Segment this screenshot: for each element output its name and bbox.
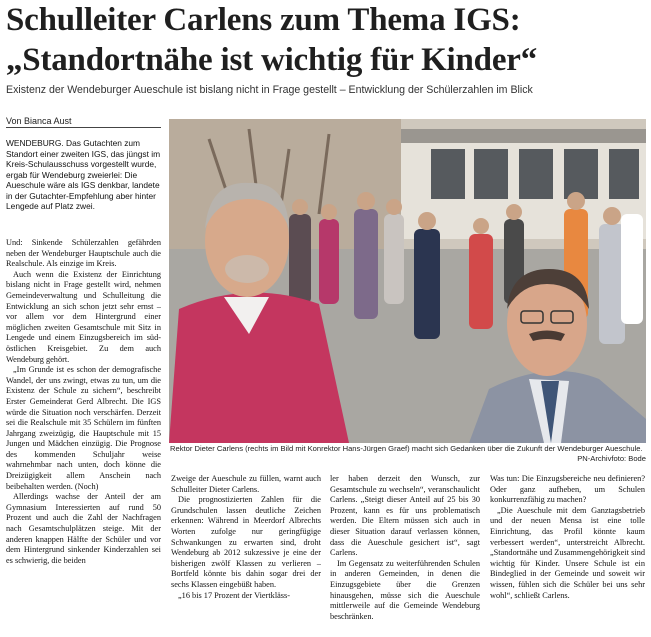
headline-line-1: Schulleiter Carlens zum Thema IGS:	[6, 2, 521, 38]
paragraph: Im Gegensatz zu weiterführenden Schulen in anderen Gemeinden, in denen die Einzugsgebiete über die Grenzen hinausgehen, müsse sich die Aueschule mittlerweile auf die Gemeinde Wendeburg beschränken.	[330, 558, 480, 621]
byline: Von Bianca Aust	[6, 116, 161, 128]
paragraph: Die prognostizierten Zahlen für die Grundschulen lassen deutliche Zeichen erkennen: Während in Meerdorf Albrechts Worten zufolge nur geringfügige Schwankungen zu erwarten sind, droht Wendeburg ab 2012 sukzessive je eine der bisherigen zwölf Klassen zu verlieren – Bortfeld könnte bis dahin sogar drei der sechs Klassen eingebüßt haben.	[171, 495, 321, 589]
lead-text: WENDEBURG. Das Gutachten zum Standort einer zweiten IGS, das jüngst im Kreis-Schulausschuss vorgestellt wurde, ergab für Wendeburg zweierlei: Die Aueschule wäre als IGS denkbar, landete in der Gutachter-Empfehlung aber hinter Lengede auf Platz zwei.	[6, 138, 161, 211]
headline-line-2: „Standortnähe ist wichtig für Kinder“	[6, 42, 538, 78]
paragraph: Was tun: Die Einzugsbereiche neu definieren? Oder ganz aufheben, um Schulen konkurrenzfähig zu machen?	[490, 474, 645, 505]
paragraph: Auch wenn die Existenz der Einrichtung bislang nicht in Frage gestellt wird, nehmen Gemeindeverwaltung und Schulleitung die Entwicklung an sich schon jetzt sehr ernst – vor allem vor dem Hintergrund einer möglichen zweiten Gesamtschule mit Sitz in Lengede und einem Einzugsbereich im süd-östlichen Kreisgebiet. Zu dem auch Wendeburg gehört.	[6, 269, 161, 364]
paragraph: Zweige der Aueschule zu füllen, warnt auch Schulleiter Dieter Carlens.	[171, 474, 321, 494]
caption-text: Rektor Dieter Carlens (rechts im Bild mit Konrektor Hans-Jürgen Graef) macht sich Gedanken über die Zukunft der Wendeburger Aueschule.	[170, 444, 643, 453]
paragraph: „16 bis 17 Prozent der Viertkläss-	[178, 590, 291, 600]
article-photo	[169, 119, 646, 443]
article-column-2	[171, 474, 321, 634]
paragraph: „Die Aueschule mit dem Ganztagsbetrieb und der neuen Mensa ist eine tolle Einrichtung, das Profil könnte kaum verbessert werden“, unterstreicht Albrecht. „Standortnähe und Zusammengehörigkeit sind wichtig für Kinder. Unsere Schule ist ein Bindeglied in der Gemeinde und soweit wir wissen, fühlen sich die Schüler bei uns sehr wohl“, schließt Carlens.	[490, 505, 645, 600]
paragraph: Allerdings wachse der Anteil der am Gymnasium Interessierten auf rund 50 Prozent und auch die Zahl der Nachfragen nach Gesamtschulplätzen steige. Mit der anderen knappen Hälfte der Schüler und vor dem Hintergrund sinkender Kinderzahlen sei es schwierig, die beiden	[6, 492, 161, 565]
article-column-1	[6, 238, 161, 634]
photo-caption	[170, 444, 646, 464]
article-column-3	[330, 474, 480, 634]
subheadline: Existenz der Wendeburger Aueschule ist bislang nicht in Frage gestellt – Entwicklung der Schülerzahlen im Blick	[6, 84, 533, 96]
article-column-4	[490, 474, 645, 634]
paragraph: ler haben derzeit den Wunsch, zur Gesamtschule zu wechseln“, veranschaulicht Carlens. „Steigt dieser Anteil auf 25 bis 30 Prozent, kann es für uns problematisch werden. Die Eltern müssen sich auch in dieser Situation darauf verlassen können, dass die Aueschule gesichert ist“, sagt Carlens.	[330, 474, 480, 558]
photo-illustration	[169, 119, 646, 443]
paragraph: „Im Grunde ist es schon der demografische Wandel, der uns zwingt, etwas zu tun, um die Existenz der Schule zu sichern“, beschreibt Erster Gemeinderat Gerd Albrecht. Die IGS würde die Situation noch verschärfen. Derzeit sei die Realschule mit 35 Schülern im fünften Jahrgang zweizügig, die Hauptschule mit 15 Jungen und Mädchen einzügig. Die Prognose des kommenden Schuljahr weise wahrnehmbar nach unten, doch könne die Dreizügigkeit allem Anschein nach beibehalten werden. (Noch)	[6, 365, 161, 491]
paragraph: Und: Sinkende Schülerzahlen gefährden neben der Wendeburger Hauptschule auch die Realschule. Als einzige im Kreis.	[6, 238, 161, 269]
lead-paragraph	[6, 138, 161, 234]
photo-credit: PN-Archivfoto: Bode	[577, 454, 646, 463]
